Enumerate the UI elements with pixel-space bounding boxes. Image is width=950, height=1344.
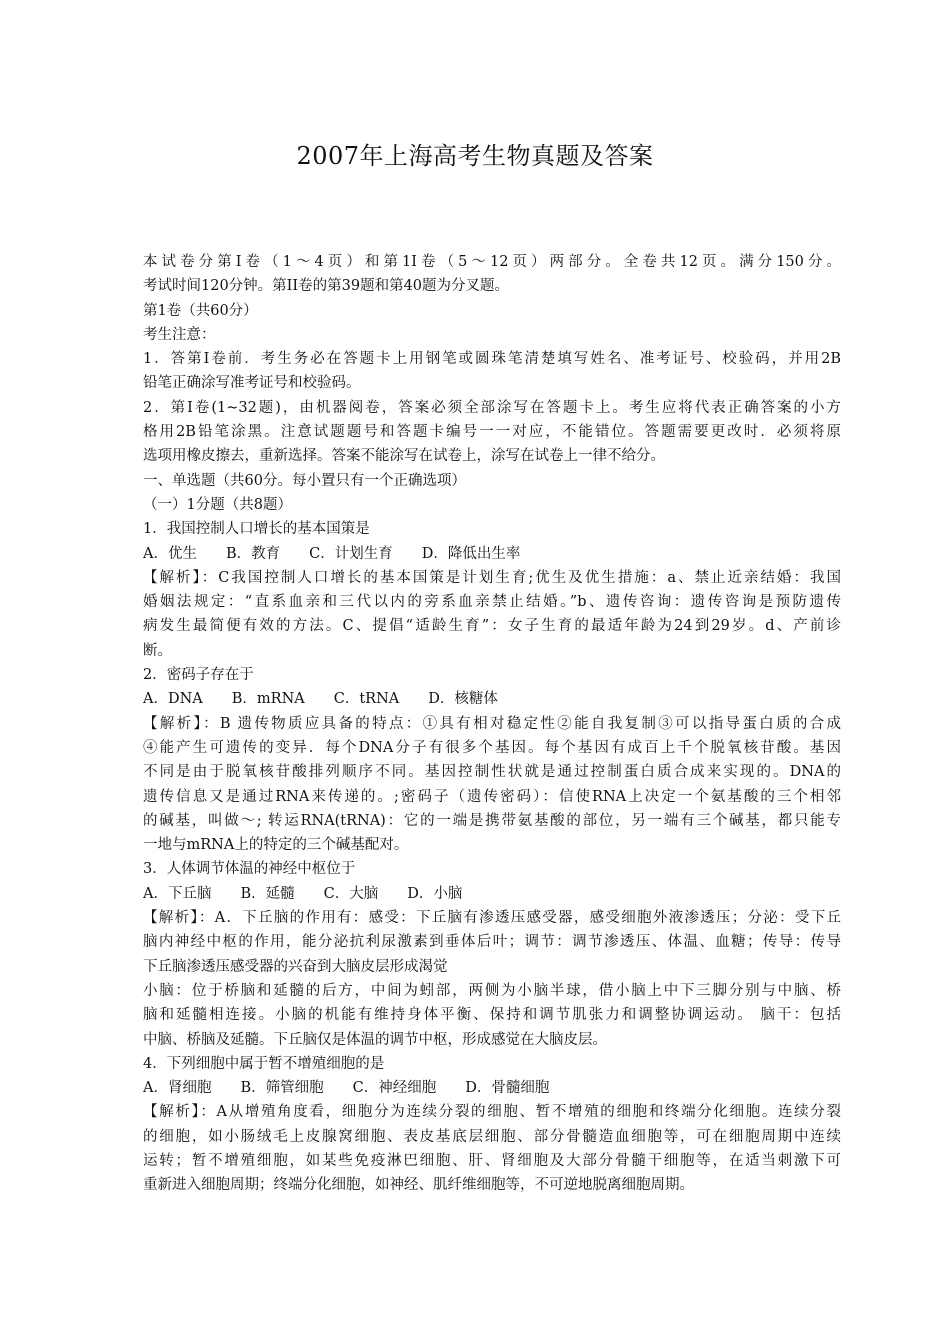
text-line: 铅笔正确涂写准考证号和校验码。: [143, 375, 361, 392]
text-line: 1．我国控制人口增长的基本国策是: [143, 521, 370, 538]
text-line: 一地与mRNA上的特定的三个碱基配对。: [143, 837, 409, 854]
text-line: ④能产生可遗传的变异．每个DNA分子有很多个基因。每个基因有成百上千个脱氧核苷酸。基因: [143, 739, 841, 756]
text-line: 病发生最简便有效的方法。C、提倡“适龄生育”：女子生育的最适年龄为24到29岁。d、产前诊: [143, 618, 841, 635]
text-line: 的碱基，叫做～; 转运RNA(tRNA)：它的一端是携带氨基酸的部位，另一端有三个碱基，都只能专: [143, 812, 841, 829]
text-line: 的细胞，如小肠绒毛上皮腺窝细胞、表皮基底层细胞、部分骨髓造血细胞等，可在细胞周期中连续: [143, 1128, 841, 1145]
text-line: 考试时间120分钟。第II卷的第39题和第40题为分叉题。: [143, 278, 510, 295]
text-line: 运转；暂不增殖细胞，如某些免疫淋巴细胞、肝、肾细胞及大部分骨髓干细胞等，在适当刺激下可: [143, 1152, 841, 1169]
text-line: （一）1分题（共8题）: [143, 496, 292, 513]
text-line: 2．密码子存在于: [143, 667, 254, 684]
text-line: 1．答第Ⅰ卷前．考生务必在答题卡上用钢笔或圆珠笔清楚填写姓名、准考证号、校验码，并用2B: [143, 351, 841, 368]
text-line: 中脑、桥脑及延髓。下丘脑仅是体温的调节中枢，形成感觉在大脑皮层。: [143, 1031, 607, 1048]
text-line: 【解析】：B 遗传物质应具备的特点：①具有相对稳定性②能自我复制③可以指导蛋白质的合成: [143, 715, 841, 732]
text-line: 断。: [143, 642, 172, 659]
text-line: 婚姻法规定：“直系血亲和三代以内的旁系血亲禁止结婚。”b、遗传咨询：遗传咨询是预防遗传: [143, 594, 841, 611]
text-line: 重新进入细胞周期；终端分化细胞，如神经、肌纤维细胞等，不可逆地脱离细胞周期。: [143, 1177, 694, 1194]
text-line: 【解析】：C我国控制人口增长的基本国策是计划生育;优生及优生措施：a、禁止近亲结婚：我国: [143, 569, 841, 586]
text-line: 【解析】：A．下丘脑的作用有：感受：下丘脑有渗透压感受器，感受细胞外液渗透压；分泌：受下丘: [143, 910, 841, 927]
text-line: A．DNA B．mRNA C．tRNA D．核糖体: [143, 691, 498, 708]
text-line: 第1卷（共60分）: [143, 302, 258, 319]
page-title: 2007年上海高考生物真题及答案: [296, 142, 654, 170]
text-line: 3．人体调节体温的神经中枢位于: [143, 861, 356, 878]
text-line: 一、单选题（共60分。每小置只有一个正确选项）: [143, 472, 466, 489]
document-body: [143, 250, 841, 1198]
text-line: 本试卷分第Ⅰ卷（1～4页）和第1I卷（5～12页）两部分。全卷共12页。满分150分。: [143, 254, 841, 270]
text-line: 格用2B铅笔涂黑。注意试题题号和答题卡编号一一对应，不能错位。答题需要更改时．必须将原: [143, 424, 841, 441]
text-line: 不同是由于脱氧核苷酸排列顺序不同。基因控制性状就是通过控制蛋白质合成来实现的。DNA的: [143, 764, 841, 781]
text-line: A．肾细胞 B．筛管细胞 C．神经细胞 D．骨髓细胞: [143, 1080, 550, 1097]
text-line: 4．下列细胞中属于暂不增殖细胞的是: [143, 1055, 385, 1072]
text-line: A．下丘脑 B．延髓 C．大脑 D．小脑: [143, 885, 463, 902]
text-line: 脑内神经中枢的作用，能分泌抗利尿激素到垂体后叶；调节：调节渗透压、体温、血糖；传导：传导: [143, 934, 841, 951]
text-line: 小脑：位于桥脑和延髓的后方，中间为蚓部，两侧为小脑半球，借小脑上中下三脚分别与中脑、桥: [143, 982, 841, 999]
text-line: A．优生 B．教育 C．计划生育 D．降低出生率: [143, 545, 521, 562]
text-line: 【解析】：A从增殖角度看，细胞分为连续分裂的细胞、暂不增殖的细胞和终端分化细胞。连续分裂: [143, 1104, 841, 1121]
text-line: 2．第Ⅰ卷(1~32题)，由机器阅卷，答案必须全部涂写在答题卡上。考生应将代表正确答案的小方: [143, 399, 841, 416]
text-line: 考生注意：: [143, 326, 216, 343]
text-line: 遗传信息又是通过RNA来传递的。;密码子（遗传密码）：信使RNA上决定一个氨基酸的三个相邻: [143, 788, 841, 805]
text-line: 脑和延髓相连接。小脑的机能有维持身体平衡、保持和调节肌张力和调整协调运动。 脑干：包括: [143, 1007, 841, 1024]
text-line: 选项用橡皮擦去，重新选择。答案不能涂写在试卷上，涂写在试卷上一律不给分。: [143, 448, 665, 465]
text-line: 下丘脑渗透压感受器的兴奋到大脑皮层形成渴觉: [143, 958, 448, 975]
